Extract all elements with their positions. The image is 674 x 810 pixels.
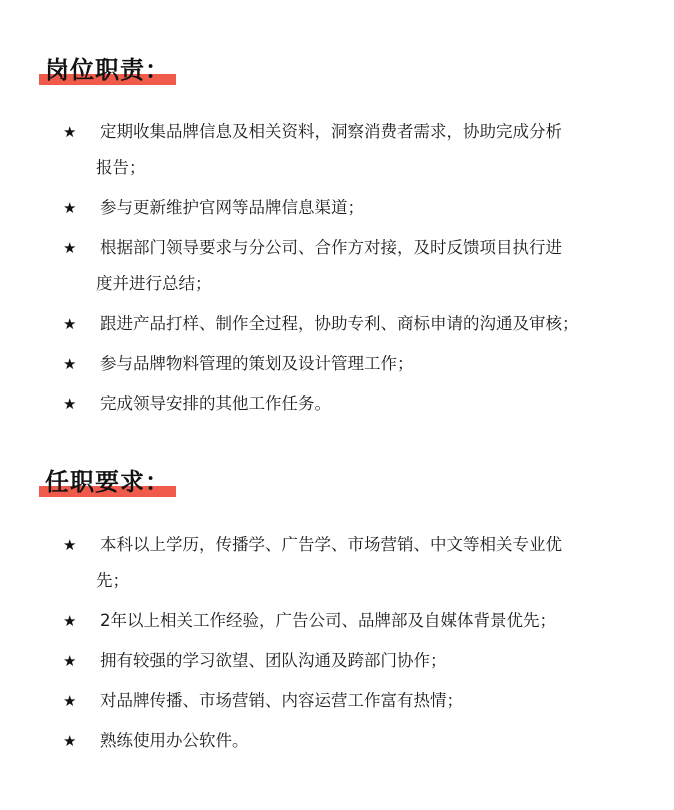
list-item <box>0 114 674 186</box>
duties-list <box>0 114 674 422</box>
list-item <box>0 723 674 759</box>
list-item-text: 参与更新维护官网等品牌信息渠道； <box>100 198 364 217</box>
star-bullet-icon: ★ <box>63 692 77 710</box>
requirements-list <box>0 527 674 759</box>
list-item <box>0 190 674 226</box>
list-item-text-continued: 报告； <box>96 158 146 177</box>
requirements-heading-text: 任职要求： <box>45 468 170 496</box>
list-item-text: 本科以上学历，传播学、广告学、市场营销、中文等相关专业优 <box>100 535 562 554</box>
list-item-text: 根据部门领导要求与分公司、合作方对接，及时反馈项目执行进 <box>100 238 562 257</box>
list-item-text-continued: 度并进行总结； <box>96 274 212 293</box>
list-item <box>0 346 674 382</box>
list-item <box>0 527 674 599</box>
list-item <box>0 603 674 639</box>
star-bullet-icon: ★ <box>63 652 77 670</box>
list-item-text: 熟练使用办公软件。 <box>100 731 249 750</box>
duties-heading-text: 岗位职责： <box>45 56 170 84</box>
star-bullet-icon: ★ <box>63 732 77 750</box>
list-item <box>0 230 674 302</box>
star-bullet-icon: ★ <box>63 315 77 333</box>
star-bullet-icon: ★ <box>63 612 77 630</box>
star-bullet-icon: ★ <box>63 395 77 413</box>
list-item-text: 对品牌传播、市场营销、内容运营工作富有热情； <box>100 691 463 710</box>
list-item <box>0 306 674 342</box>
star-bullet-icon: ★ <box>63 536 77 554</box>
star-bullet-icon: ★ <box>63 355 77 373</box>
list-item-text: 参与品牌物料管理的策划及设计管理工作； <box>100 354 414 373</box>
requirements-heading <box>45 465 170 499</box>
star-bullet-icon: ★ <box>63 199 77 217</box>
list-item-text: 2年以上相关工作经验，广告公司、品牌部及自媒体背景优先； <box>100 611 556 630</box>
list-item <box>0 643 674 679</box>
list-item <box>0 683 674 719</box>
star-bullet-icon: ★ <box>63 239 77 257</box>
list-item-text: 跟进产品打样、制作全过程，协助专利、商标申请的沟通及审核； <box>100 314 579 333</box>
list-item-text: 完成领导安排的其他工作任务。 <box>100 394 331 413</box>
duties-heading <box>45 53 170 87</box>
star-bullet-icon: ★ <box>63 123 77 141</box>
list-item-text: 拥有较强的学习欲望、团队沟通及跨部门协作； <box>100 651 447 670</box>
list-item-text: 定期收集品牌信息及相关资料，洞察消费者需求，协助完成分析 <box>100 122 562 141</box>
list-item-text-continued: 先； <box>96 571 129 590</box>
list-item <box>0 386 674 422</box>
